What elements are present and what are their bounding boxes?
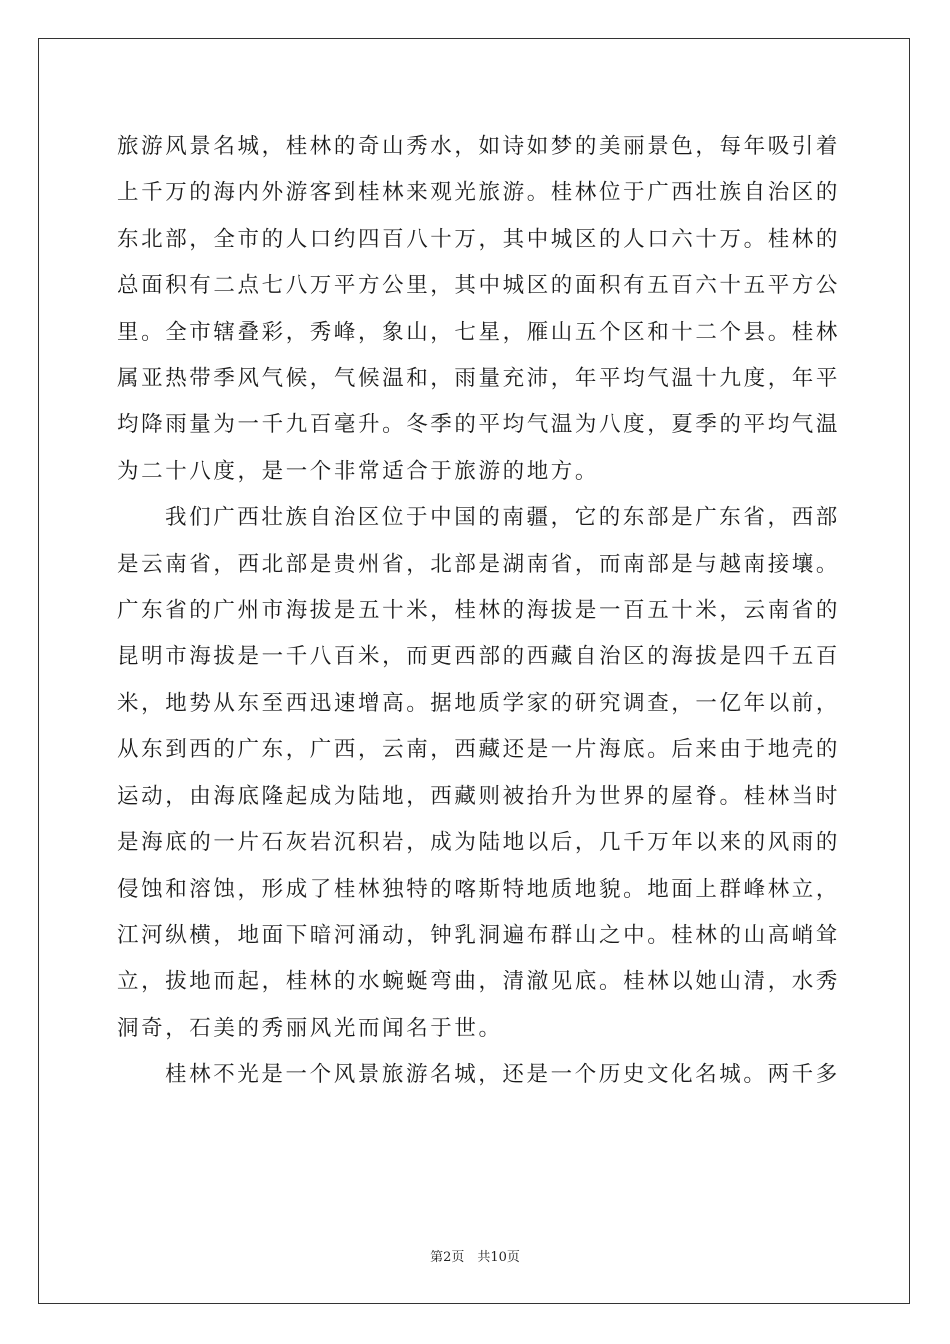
text-line: 上千万的海内外游客到桂林来观光旅游。桂林位于广西壮族自治区的 (117, 180, 841, 206)
text-line: 是海底的一片石灰岩沉积岩，成为陆地以后，几千万年以来的风雨的 (117, 830, 841, 856)
text-line: 东北部，全市的人口约四百八十万，其中城区的人口六十万。桂林的 (117, 226, 841, 252)
document-body (117, 124, 841, 1099)
text-line: 总面积有二点七八万平方公里，其中城区的面积有五百六十五平方公 (117, 273, 841, 299)
text-line: 米，地势从东至西迅速增高。据地质学家的研究调查，一亿年以前， (117, 690, 841, 716)
paragraph-3 (117, 1052, 840, 1098)
text-line: 侵蚀和溶蚀，形成了桂林独特的喀斯特地质地貌。地面上群峰林立， (117, 876, 841, 902)
text-line: 是云南省，西北部是贵州省，北部是湖南省，而南部是与越南接壤。 (117, 551, 841, 577)
text-line: 广东省的广州市海拔是五十米，桂林的海拔是一百五十米，云南省的 (117, 598, 841, 624)
text-line: 从东到西的广东，广西，云南，西藏还是一片海底。后来由于地壳的 (117, 737, 841, 763)
paragraph-1 (117, 124, 841, 495)
text-line: 江河纵横，地面下暗河涌动，钟乳洞遍布群山之中。桂林的山高峭耸 (117, 922, 841, 948)
text-line: 立，拔地而起，桂林的水蜿蜒弯曲，清澈见底。桂林以她山清，水秀 (117, 969, 841, 995)
text-line: 均降雨量为一千九百毫升。冬季的平均气温为八度，夏季的平均气温 (117, 412, 841, 438)
page-footer: 第2页 共10页 (430, 1250, 520, 1265)
text-line: 属亚热带季风气候，气候温和，雨量充沛，年平均气温十九度，年平 (117, 366, 841, 392)
text-line: 里。全市辖叠彩，秀峰，象山，七星，雁山五个区和十二个县。桂林 (117, 319, 841, 345)
text-line: 为二十八度，是一个非常适合于旅游的地方。 (117, 458, 600, 484)
text-line: 桂林不光是一个风景旅游名城，还是一个历史文化名城。两千多 (165, 1062, 840, 1088)
text-line: 我们广西壮族自治区位于中国的南疆，它的东部是广东省，西部 (165, 505, 840, 531)
paragraph-2 (117, 495, 841, 1052)
text-line: 昆明市海拔是一千八百米，而更西部的西藏自治区的海拔是四千五百 (117, 644, 841, 670)
text-line: 洞奇，石美的秀丽风光而闻名于世。 (117, 1015, 503, 1041)
text-line: 旅游风景名城，桂林的奇山秀水，如诗如梦的美丽景色，每年吸引着 (117, 134, 841, 159)
text-line: 运动，由海底隆起成为陆地，西藏则被抬升为世界的屋脊。桂林当时 (117, 783, 841, 809)
